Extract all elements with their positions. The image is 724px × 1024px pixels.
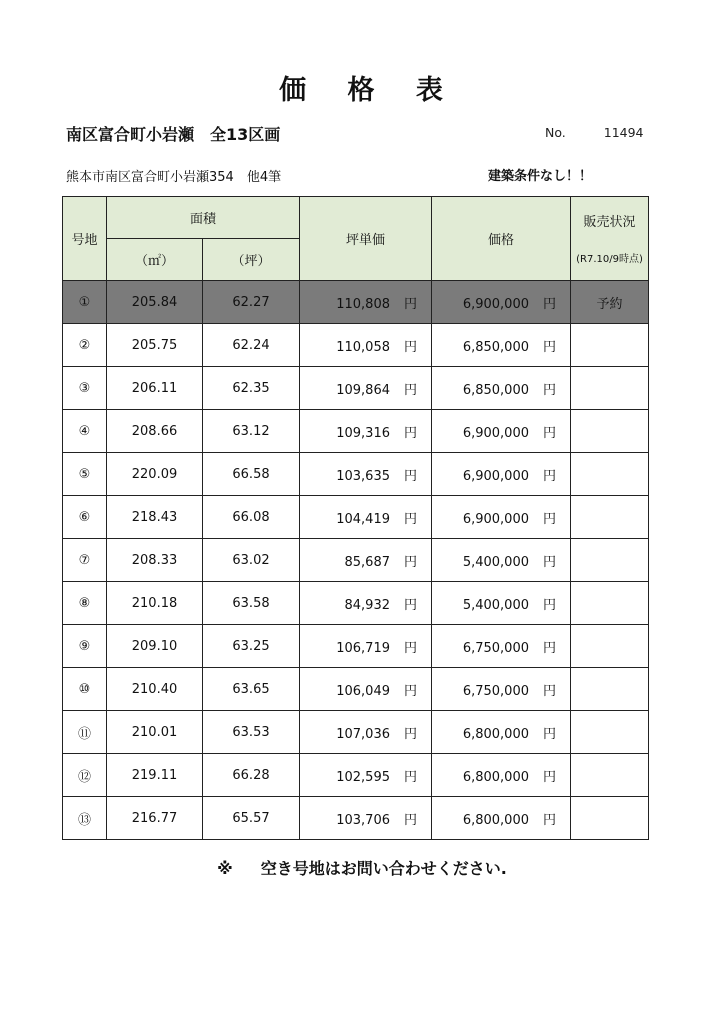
status-header-label: 販売状況 xyxy=(583,215,636,230)
area-sqm: 205.84 xyxy=(107,281,203,324)
price xyxy=(432,281,571,324)
yen-label: 円 xyxy=(543,511,557,527)
unit-price-value: 107,036 xyxy=(336,726,390,742)
area-sqm: 209.10 xyxy=(107,625,203,668)
yen-label: 円 xyxy=(543,683,557,699)
lot-number: ⑩ xyxy=(63,668,107,711)
area-header: 面積 xyxy=(107,197,300,239)
area-tsubo: 66.28 xyxy=(203,754,300,797)
price-value: 6,850,000 xyxy=(462,339,529,355)
sale-status xyxy=(571,496,649,539)
area-tsubo: 63.02 xyxy=(203,539,300,582)
property-address: 熊本市南区富合町小岩瀬354 他4筆 xyxy=(66,170,282,185)
price-value: 6,750,000 xyxy=(462,683,529,699)
reference-mark: ※ xyxy=(217,859,233,878)
price-value: 6,900,000 xyxy=(462,425,529,441)
lot-number: ⑥ xyxy=(63,496,107,539)
sale-status xyxy=(571,754,649,797)
price xyxy=(432,410,571,453)
unit-price-value: 109,316 xyxy=(336,425,390,441)
unit-price-value: 103,706 xyxy=(336,812,390,828)
unit-price-value: 104,419 xyxy=(336,511,390,527)
lot-number: ⑤ xyxy=(63,453,107,496)
lot-number: ⑪ xyxy=(63,711,107,754)
yen-label: 円 xyxy=(404,640,418,656)
lot-number: ⑬ xyxy=(63,797,107,840)
document-number-label: No. xyxy=(545,125,566,140)
lot-number: ④ xyxy=(63,410,107,453)
price-value: 6,800,000 xyxy=(462,769,529,785)
unit-price xyxy=(300,496,432,539)
price-value: 6,750,000 xyxy=(462,640,529,656)
unit-price xyxy=(300,797,432,840)
area-sqm: 205.75 xyxy=(107,324,203,367)
area-sqm: 208.33 xyxy=(107,539,203,582)
table-row xyxy=(63,281,649,324)
area-sqm: 210.18 xyxy=(107,582,203,625)
table-row xyxy=(63,539,649,582)
unit-price-value: 106,719 xyxy=(336,640,390,656)
yen-label: 円 xyxy=(404,683,418,699)
unit-price xyxy=(300,711,432,754)
area-tsubo: 63.12 xyxy=(203,410,300,453)
footer-note xyxy=(0,856,724,879)
lot-header: 号地 xyxy=(63,197,107,281)
area-tsubo: 63.25 xyxy=(203,625,300,668)
table-row xyxy=(63,797,649,840)
yen-label: 円 xyxy=(543,296,557,312)
page-title xyxy=(0,68,724,107)
document-number-value: 11494 xyxy=(603,125,644,140)
lot-number: ⑨ xyxy=(63,625,107,668)
title-char: 格 xyxy=(347,75,377,106)
area-tsubo: 65.57 xyxy=(203,797,300,840)
lot-number: ⑦ xyxy=(63,539,107,582)
unit-price xyxy=(300,453,432,496)
lot-number: ② xyxy=(63,324,107,367)
table-row xyxy=(63,582,649,625)
yen-label: 円 xyxy=(543,468,557,484)
area-tsubo: 66.58 xyxy=(203,453,300,496)
area-tsubo: 63.58 xyxy=(203,582,300,625)
status-header xyxy=(571,197,649,281)
sale-status xyxy=(571,625,649,668)
sale-status xyxy=(571,668,649,711)
price-table xyxy=(62,196,649,840)
yen-label: 円 xyxy=(543,597,557,613)
unit-price xyxy=(300,410,432,453)
yen-label: 円 xyxy=(543,554,557,570)
sale-status xyxy=(571,367,649,410)
unit-price-value: 85,687 xyxy=(344,554,390,570)
yen-label: 円 xyxy=(543,425,557,441)
sale-status xyxy=(571,410,649,453)
price xyxy=(432,582,571,625)
sale-status xyxy=(571,324,649,367)
yen-label: 円 xyxy=(404,511,418,527)
price-value: 6,900,000 xyxy=(462,296,529,312)
unit-price-value: 102,595 xyxy=(336,769,390,785)
table-row xyxy=(63,324,649,367)
sqm-header: （㎡） xyxy=(107,239,203,281)
sale-status xyxy=(571,539,649,582)
area-sqm: 219.11 xyxy=(107,754,203,797)
unit-price-value: 110,808 xyxy=(336,296,390,312)
table-row xyxy=(63,367,649,410)
lot-number: ⑧ xyxy=(63,582,107,625)
area-tsubo: 62.27 xyxy=(203,281,300,324)
unit-price-value: 109,864 xyxy=(336,382,390,398)
price-value: 5,400,000 xyxy=(462,597,529,613)
yen-label: 円 xyxy=(404,425,418,441)
price xyxy=(432,367,571,410)
area-sqm: 210.40 xyxy=(107,668,203,711)
yen-label: 円 xyxy=(543,769,557,785)
yen-label: 円 xyxy=(404,339,418,355)
price xyxy=(432,496,571,539)
area-sqm: 206.11 xyxy=(107,367,203,410)
price-value: 5,400,000 xyxy=(462,554,529,570)
table-row xyxy=(63,496,649,539)
title-char: 表 xyxy=(415,75,445,106)
sale-status xyxy=(571,582,649,625)
title-char: 価 xyxy=(279,75,309,106)
table-row xyxy=(63,754,649,797)
price xyxy=(432,539,571,582)
table-row xyxy=(63,410,649,453)
lot-number: ⑫ xyxy=(63,754,107,797)
price-value: 6,900,000 xyxy=(462,511,529,527)
area-tsubo: 62.35 xyxy=(203,367,300,410)
sale-status: 予約 xyxy=(571,281,649,324)
price xyxy=(432,754,571,797)
price-value: 6,800,000 xyxy=(462,812,529,828)
area-sqm: 210.01 xyxy=(107,711,203,754)
status-date: (R7.10/9時点) xyxy=(576,254,643,265)
price xyxy=(432,711,571,754)
yen-label: 円 xyxy=(543,812,557,828)
area-tsubo: 66.08 xyxy=(203,496,300,539)
property-subtitle: 南区富合町小岩瀬 全13区画 xyxy=(66,125,281,144)
unit-price-value: 84,932 xyxy=(344,597,390,613)
yen-label: 円 xyxy=(404,554,418,570)
unit-price xyxy=(300,281,432,324)
yen-label: 円 xyxy=(404,382,418,398)
price xyxy=(432,453,571,496)
area-sqm: 220.09 xyxy=(107,453,203,496)
sale-status xyxy=(571,797,649,840)
building-condition: 建築条件なし！！ xyxy=(488,169,593,184)
unit-price xyxy=(300,324,432,367)
lot-number: ① xyxy=(63,281,107,324)
area-sqm: 218.43 xyxy=(107,496,203,539)
price-value: 6,900,000 xyxy=(462,468,529,484)
unit-price xyxy=(300,367,432,410)
sale-status xyxy=(571,453,649,496)
table-row xyxy=(63,668,649,711)
price xyxy=(432,324,571,367)
unit-price xyxy=(300,582,432,625)
price-header: 価格 xyxy=(432,197,571,281)
table-row xyxy=(63,625,649,668)
price xyxy=(432,797,571,840)
area-tsubo: 62.24 xyxy=(203,324,300,367)
yen-label: 円 xyxy=(543,382,557,398)
yen-label: 円 xyxy=(543,640,557,656)
document-number xyxy=(545,125,644,140)
yen-label: 円 xyxy=(543,726,557,742)
price xyxy=(432,668,571,711)
area-tsubo: 63.53 xyxy=(203,711,300,754)
price-value: 6,800,000 xyxy=(462,726,529,742)
price xyxy=(432,625,571,668)
yen-label: 円 xyxy=(404,769,418,785)
price-value: 6,850,000 xyxy=(462,382,529,398)
unit-price xyxy=(300,625,432,668)
sale-status xyxy=(571,711,649,754)
unit-price xyxy=(300,668,432,711)
unit-price-value: 103,635 xyxy=(336,468,390,484)
yen-label: 円 xyxy=(404,296,418,312)
table-body xyxy=(63,281,649,840)
unit-price xyxy=(300,539,432,582)
table-row xyxy=(63,453,649,496)
lot-number: ③ xyxy=(63,367,107,410)
yen-label: 円 xyxy=(404,597,418,613)
yen-label: 円 xyxy=(543,339,557,355)
area-tsubo: 63.65 xyxy=(203,668,300,711)
table-row xyxy=(63,711,649,754)
yen-label: 円 xyxy=(404,726,418,742)
area-sqm: 216.77 xyxy=(107,797,203,840)
yen-label: 円 xyxy=(404,468,418,484)
unit-price-value: 106,049 xyxy=(336,683,390,699)
area-sqm: 208.66 xyxy=(107,410,203,453)
unit-price-value: 110,058 xyxy=(336,339,390,355)
unit-price xyxy=(300,754,432,797)
footer-note-text: 空き号地はお問い合わせください. xyxy=(260,859,507,878)
tsubo-header: （坪） xyxy=(203,239,300,281)
yen-label: 円 xyxy=(404,812,418,828)
unit-price-header: 坪単価 xyxy=(300,197,432,281)
